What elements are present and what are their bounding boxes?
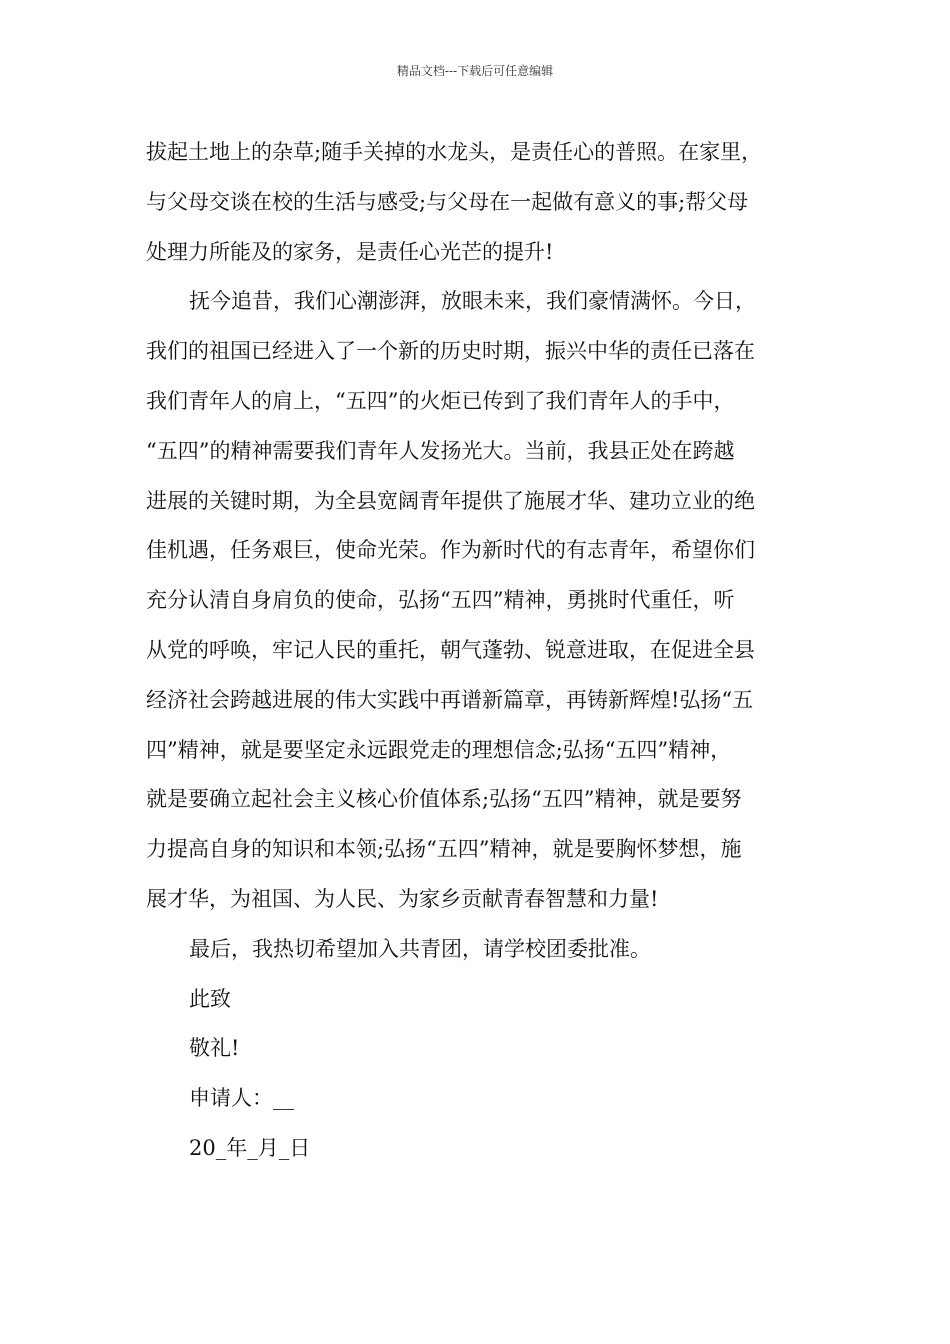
page-header: 精品文档---下载后可任意编辑	[396, 64, 554, 78]
text-line: 我们青年人的肩上，“五四”的火炬已传到了我们青年人的手中，	[146, 388, 735, 413]
text-line: 与父母交谈在校的生活与感受;与父母在一起做有意义的事;帮父母	[146, 189, 749, 214]
closing-salutation: 此致	[189, 986, 231, 1011]
text-line: 力提高自身的知识和本领;弘扬“五四”精神，就是要胸怀梦想，施	[146, 837, 742, 862]
text-line: 进展的关键时期，为全县宽阔青年提供了施展才华、建功立业的绝	[146, 488, 755, 513]
text-line: 四”精神，就是要坚定永远跟党走的理想信念;弘扬“五四”精神，	[146, 737, 732, 762]
closing-respect: 敬礼!	[189, 1036, 240, 1061]
text-line: 从党的呼唤，牢记人民的重托，朝气蓬勃、锐意进取，在促进全县	[146, 637, 755, 662]
text-line: 展才华，为祖国、为人民、为家乡贡献青春智慧和力量!	[146, 886, 659, 911]
text-line: “五四”的精神需要我们青年人发扬光大。当前，我县正处在跨越	[146, 438, 735, 463]
text-line: 拔起土地上的杂草;随手关掉的水龙头，是责任心的普照。在家里，	[146, 140, 763, 164]
text-line: 佳机遇，任务艰巨，使命光荣。作为新时代的有志青年，希望你们	[146, 538, 755, 563]
text-line: 充分认清自身肩负的使命，弘扬“五四”精神，勇挑时代重任，听	[146, 588, 735, 613]
text-line: 我们的祖国已经进入了一个新的历史时期，振兴中华的责任已落在	[146, 339, 755, 364]
date-line: 20_年_月_日	[189, 1135, 311, 1160]
text-line: 处理力所能及的家务，是责任心光芒的提升!	[146, 239, 554, 264]
applicant-line: 申请人：__	[189, 1086, 294, 1111]
letter-body	[146, 128, 806, 1174]
text-line: 抚今追昔，我们心潮澎湃，放眼未来，我们豪情满怀。今日，	[189, 289, 756, 314]
paragraph-responsibility	[146, 128, 806, 277]
closing-request: 最后，我热切希望加入共青团，请学校团委批准。	[189, 936, 651, 961]
text-line: 就是要确立起社会主义核心价值体系;弘扬“五四”精神，就是要努	[146, 787, 742, 812]
text-line: 经济社会跨越进展的伟大实践中再谱新篇章，再铸新辉煌!弘扬“五	[146, 687, 754, 712]
paragraph-may-fourth-spirit	[146, 277, 806, 924]
